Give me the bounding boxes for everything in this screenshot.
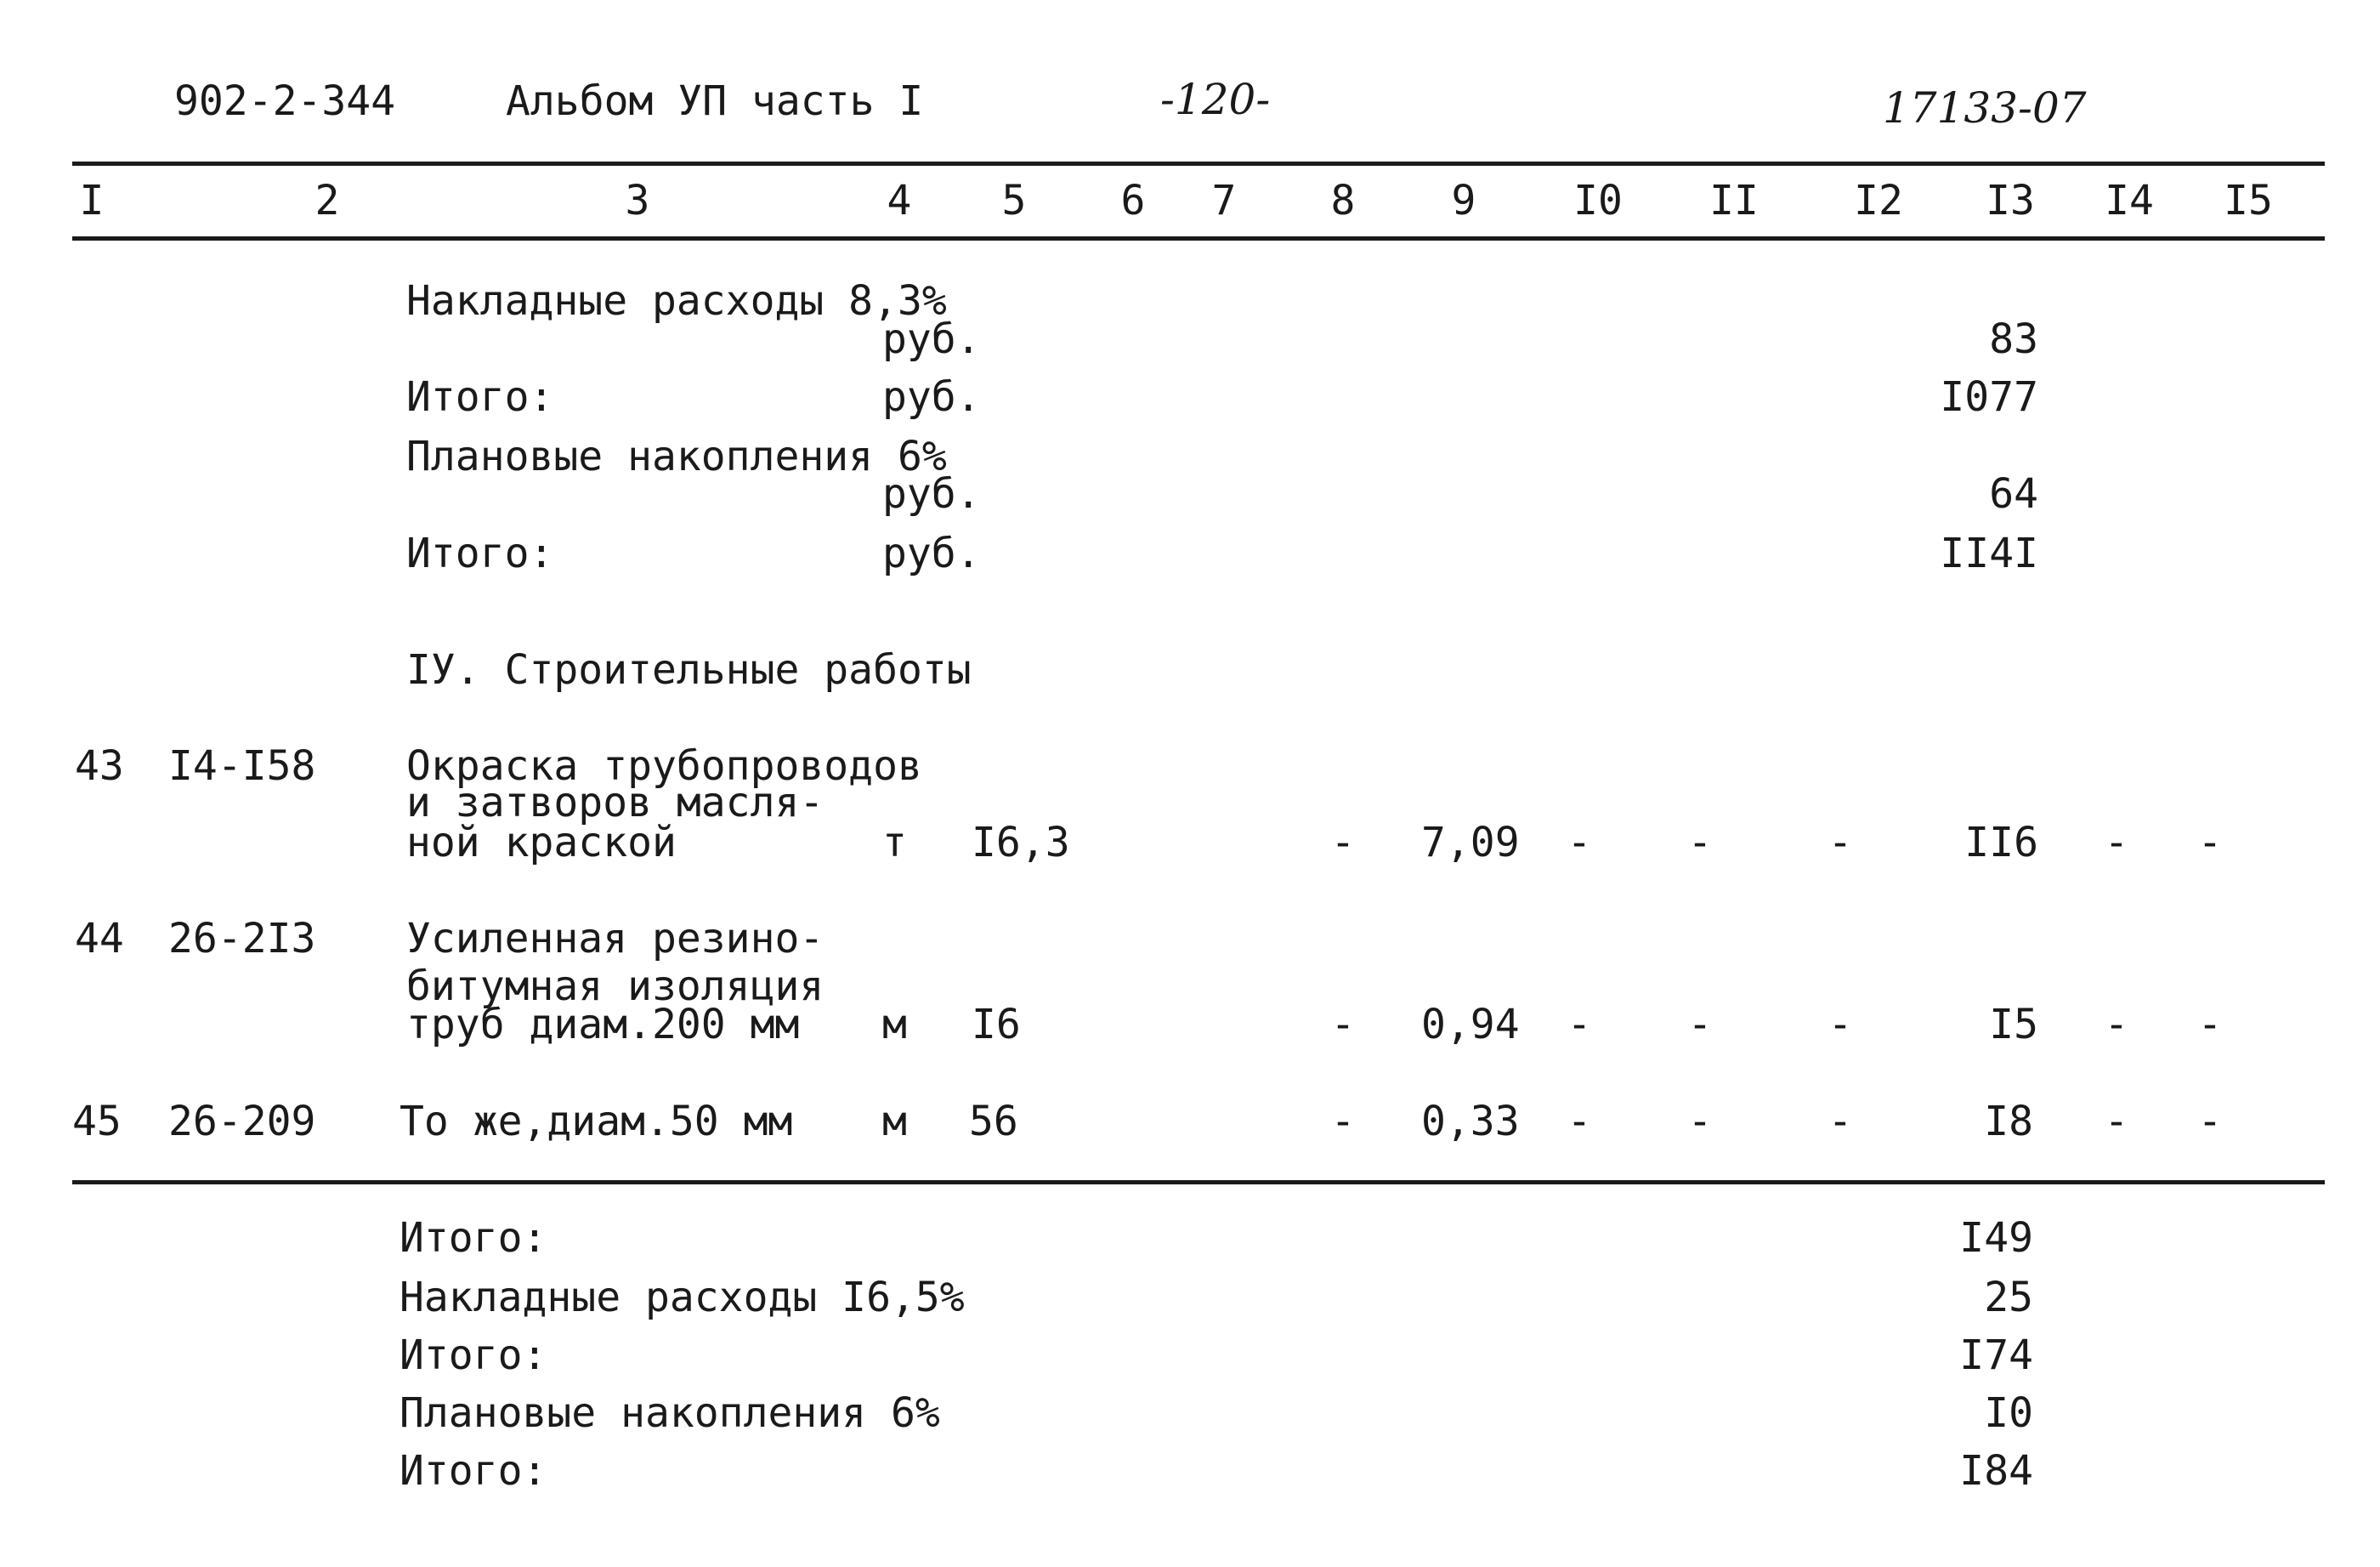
row-col15: - <box>2197 1001 2223 1048</box>
total-amount: I74 <box>1959 1331 2033 1379</box>
total-label: Итого: <box>406 373 554 421</box>
row-code: 26-2I3 <box>168 915 316 962</box>
total-label: Итого: <box>400 1331 547 1379</box>
row-number: 44 <box>75 915 124 962</box>
row-unit: м <box>882 1098 907 1145</box>
col-num: 2 <box>314 177 340 224</box>
page-number: -120- <box>1160 75 1271 124</box>
total-amount: 25 <box>1984 1274 2033 1321</box>
row-col12: - <box>1828 819 1853 866</box>
table-bottom-rule <box>72 1180 2325 1184</box>
row-total: I5 <box>1989 1001 2038 1048</box>
row-description-line: ной краской <box>406 819 677 866</box>
col-num: 3 <box>625 177 650 224</box>
project-code: 902-2-344 <box>174 77 396 125</box>
total-label: Накладные расходы I6,5% <box>400 1274 965 1321</box>
row-col15: - <box>2197 819 2223 866</box>
row-unit: м <box>882 1001 907 1048</box>
row-col12: - <box>1828 1098 1853 1145</box>
row-col10: - <box>1567 819 1592 866</box>
total-label: Итого: <box>400 1214 547 1262</box>
total-label: Итого: <box>406 530 554 577</box>
total-amount: I077 <box>1940 373 2038 421</box>
row-code: 26-209 <box>168 1098 316 1145</box>
col-num: 7 <box>1211 177 1237 224</box>
total-amount: 83 <box>1989 315 2038 363</box>
total-unit: руб. <box>882 373 981 421</box>
row-col14: - <box>2104 819 2129 866</box>
row-col14: - <box>2104 1001 2129 1048</box>
row-col11: - <box>1687 1098 1713 1145</box>
col-num: 9 <box>1451 177 1476 224</box>
total-label: Плановые накопления 6% <box>400 1389 940 1437</box>
row-number: 43 <box>75 742 124 790</box>
total-unit: руб. <box>882 315 981 363</box>
row-col10: - <box>1567 1001 1592 1048</box>
row-col8: - <box>1330 1098 1356 1145</box>
row-number: 45 <box>72 1098 122 1145</box>
document-number: 17133-07 <box>1883 83 2087 133</box>
row-qty: I6 <box>972 1001 1021 1048</box>
row-description-line: Окраска трубопроводов <box>406 742 922 790</box>
col-num: 4 <box>887 177 912 224</box>
total-amount: 64 <box>1989 470 2038 518</box>
total-label: Плановые накопления 6% <box>406 433 947 480</box>
row-price: 7,09 <box>1421 819 1520 866</box>
row-unit: т <box>882 819 907 866</box>
total-label: Итого: <box>400 1447 547 1495</box>
total-label: Накладные расходы 8,3% <box>406 277 947 325</box>
row-col8: - <box>1330 1001 1356 1048</box>
row-description-line: труб диам.200 мм <box>406 1001 800 1048</box>
row-price: 0,94 <box>1421 1001 1520 1048</box>
total-unit: руб. <box>882 530 981 577</box>
total-amount: I49 <box>1959 1214 2033 1262</box>
header-bottom-rule <box>72 236 2325 241</box>
total-amount: I0 <box>1984 1389 2033 1437</box>
total-amount: I84 <box>1959 1447 2033 1495</box>
row-col11: - <box>1687 819 1713 866</box>
col-num: I0 <box>1573 177 1623 224</box>
col-num: I3 <box>1986 177 2035 224</box>
row-col14: - <box>2104 1098 2129 1145</box>
total-amount: II4I <box>1940 530 2038 577</box>
col-num: I4 <box>2105 177 2154 224</box>
row-total: I8 <box>1984 1098 2033 1145</box>
section4-title: IУ. Строительные работы <box>406 646 972 694</box>
col-num: I2 <box>1854 177 1903 224</box>
row-col11: - <box>1687 1001 1713 1048</box>
row-col8: - <box>1330 819 1356 866</box>
row-description-line: и затворов масля- <box>406 779 824 826</box>
album-label: Альбом УП часть I <box>506 77 924 125</box>
col-num: I5 <box>2224 177 2273 224</box>
row-code: I4-I58 <box>168 742 316 790</box>
total-unit: руб. <box>882 470 981 518</box>
header-top-rule <box>72 162 2325 166</box>
row-description-line: битумная изоляция <box>406 962 824 1010</box>
row-total: II6 <box>1964 819 2038 866</box>
col-num: 6 <box>1120 177 1146 224</box>
row-qty: 56 <box>969 1098 1018 1145</box>
row-description-line: То же,диам.50 мм <box>400 1098 793 1145</box>
col-num: II <box>1709 177 1759 224</box>
row-col15: - <box>2197 1098 2223 1145</box>
row-qty: I6,3 <box>972 819 1070 866</box>
col-num: 8 <box>1330 177 1356 224</box>
col-num: I <box>79 177 105 224</box>
row-description-line: Усиленная резино- <box>406 915 824 962</box>
row-price: 0,33 <box>1421 1098 1520 1145</box>
row-col10: - <box>1567 1098 1592 1145</box>
row-col12: - <box>1828 1001 1853 1048</box>
col-num: 5 <box>1001 177 1027 224</box>
